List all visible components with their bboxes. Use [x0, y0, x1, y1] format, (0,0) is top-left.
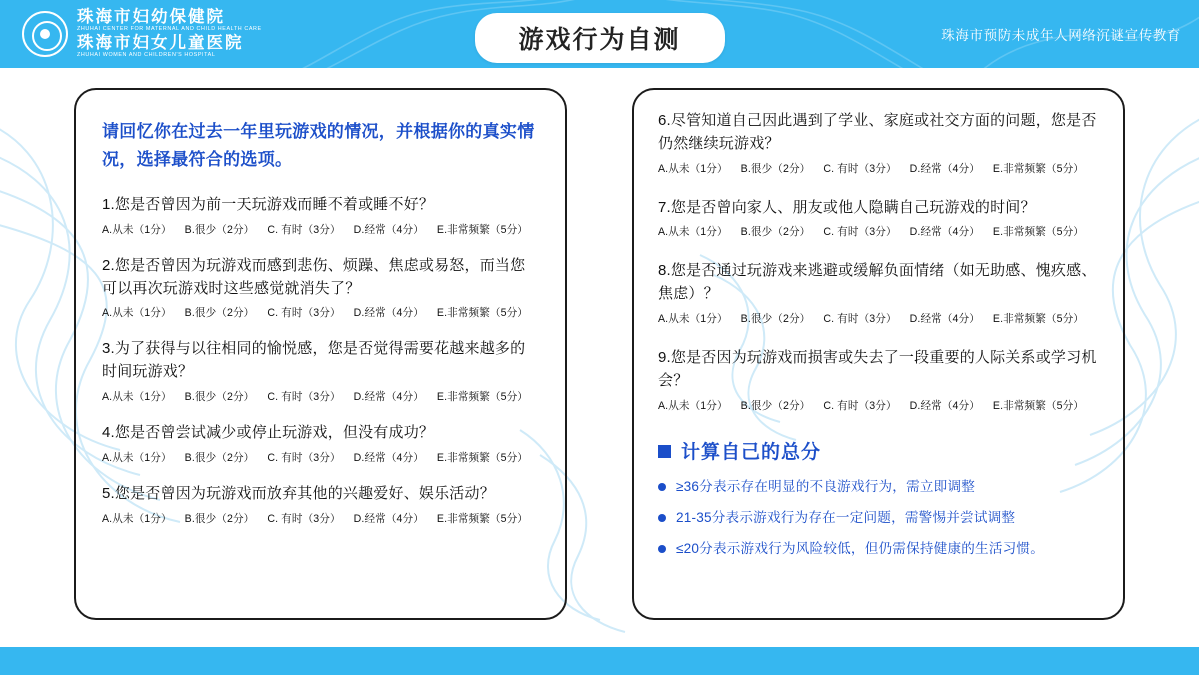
option-d[interactable]: D.经常（4分）: [353, 307, 424, 320]
hospital-logo: [22, 8, 262, 60]
question-options: [102, 305, 539, 320]
right-question-panel: [632, 88, 1125, 620]
option-e[interactable]: E.非常频繁（5分）: [436, 223, 528, 236]
hospital-name-cn-2: 珠海市妇女儿童医院: [77, 34, 244, 52]
question-text: 5.您是否曾因为玩游戏而放弃其他的兴趣爱好、娱乐活动？: [102, 484, 495, 502]
option-d[interactable]: D.经常（4分）: [909, 399, 980, 412]
option-b[interactable]: B.很少（2分）: [740, 312, 811, 325]
option-a[interactable]: A.从未（1分）: [102, 512, 172, 525]
option-d[interactable]: D.经常（4分）: [909, 162, 980, 175]
option-d[interactable]: D.经常（4分）: [353, 451, 424, 464]
option-d[interactable]: D.经常（4分）: [909, 226, 980, 239]
score-item-text: ≤20分表示游戏行为风险较低，但仍需保持健康的生活习惯。: [676, 540, 1045, 556]
question-options: [102, 389, 539, 404]
question-item: [658, 197, 1099, 240]
question-options: [658, 311, 1099, 326]
hospital-name-en-1: ZHUHAI CENTER FOR MATERNAL AND CHILD HEALTH CARE: [77, 26, 262, 33]
question-item: [102, 255, 539, 321]
question-item: [658, 110, 1099, 176]
question-options: [658, 398, 1099, 413]
option-a[interactable]: A.从未（1分）: [102, 307, 172, 320]
content-area: [0, 88, 1199, 628]
hospital-logo-icon: [22, 11, 68, 57]
option-c[interactable]: C. 有时（3分）: [823, 226, 897, 239]
score-item-text: ≥36分表示存在明显的不良游戏行为，需立即调整: [676, 478, 976, 494]
option-b[interactable]: B.很少（2分）: [184, 223, 255, 236]
option-e[interactable]: E.非常频繁（5分）: [992, 399, 1084, 412]
page-footer: [0, 647, 1199, 675]
question-text: 7.您是否曾向家人、朋友或他人隐瞒自己玩游戏的时间？: [658, 198, 1036, 216]
option-c[interactable]: C. 有时（3分）: [823, 162, 897, 175]
question-options: [658, 161, 1099, 176]
option-c[interactable]: C. 有时（3分）: [823, 399, 897, 412]
page-title: 游戏行为自测: [474, 13, 724, 63]
header-campaign-text: 珠海市预防未成年人网络沉谜宣传教育: [941, 28, 1181, 43]
option-e[interactable]: E.非常频繁（5分）: [992, 162, 1084, 175]
option-c[interactable]: C. 有时（3分）: [267, 512, 341, 525]
question-options: [102, 222, 539, 237]
option-b[interactable]: B.很少（2分）: [184, 307, 255, 320]
option-e[interactable]: E.非常频繁（5分）: [436, 391, 528, 404]
option-b[interactable]: B.很少（2分）: [740, 399, 811, 412]
question-item: [102, 422, 539, 465]
option-e[interactable]: E.非常频繁（5分）: [436, 307, 528, 320]
page-header: [0, 0, 1199, 68]
option-d[interactable]: D.经常（4分）: [909, 312, 980, 325]
option-c[interactable]: C. 有时（3分）: [823, 312, 897, 325]
option-b[interactable]: B.很少（2分）: [184, 391, 255, 404]
option-a[interactable]: A.从未（1分）: [102, 451, 172, 464]
option-c[interactable]: C. 有时（3分）: [267, 223, 341, 236]
hospital-name-cn-1: 珠海市妇幼保健院: [77, 8, 225, 27]
option-a[interactable]: A.从未（1分）: [658, 226, 728, 239]
option-a[interactable]: A.从未（1分）: [658, 399, 728, 412]
score-item-text: 21-35分表示游戏行为存在一定问题，需警惕并尝试调整: [676, 509, 1016, 525]
option-b[interactable]: B.很少（2分）: [740, 162, 811, 175]
question-text: 2.您是否曾因为玩游戏而感到悲伤、烦躁、焦虑或易怒，而当您可以再次玩游戏时这些感觉就消失了？: [102, 256, 526, 297]
question-item: [102, 483, 539, 526]
question-item: [658, 260, 1099, 326]
hospital-logo-text: [77, 9, 262, 59]
instruction-text: 请回忆你在过去一年里玩游戏的情况，并根据你的真实情况，选择最符合的选项。: [102, 122, 535, 169]
question-options: [102, 511, 539, 526]
left-question-panel: [74, 88, 567, 620]
option-b[interactable]: B.很少（2分）: [184, 512, 255, 525]
question-text: 8.您是否通过玩游戏来逃避或缓解负面情绪（如无助感、愧疚感、焦虑）？: [658, 262, 1097, 303]
option-a[interactable]: A.从未（1分）: [102, 223, 172, 236]
option-c[interactable]: C. 有时（3分）: [267, 451, 341, 464]
option-a[interactable]: A.从未（1分）: [658, 162, 728, 175]
option-d[interactable]: D.经常（4分）: [353, 391, 424, 404]
question-item: [102, 194, 539, 237]
square-bullet-icon: [658, 445, 671, 458]
dot-bullet-icon: [658, 545, 666, 553]
question-text: 6.尽管知道自己因此遇到了学业、家庭或社交方面的问题，您是否仍然继续玩游戏？: [658, 112, 1097, 152]
option-e[interactable]: E.非常频繁（5分）: [992, 312, 1084, 325]
option-a[interactable]: A.从未（1分）: [658, 312, 728, 325]
question-text: 1.您是否曾因为前一天玩游戏而睡不着或睡不好？: [102, 196, 435, 214]
option-d[interactable]: D.经常（4分）: [353, 223, 424, 236]
score-list-item: [658, 508, 1099, 527]
score-list-item: [658, 539, 1099, 558]
score-section-title: 计算自己的总分: [681, 441, 822, 463]
dot-bullet-icon: [658, 483, 666, 491]
question-options: [658, 224, 1099, 239]
question-text: 9.您是否因为玩游戏而损害或失去了一段重要的人际关系或学习机会？: [658, 348, 1097, 389]
question-text: 4.您是否曾尝试减少或停止玩游戏，但没有成功？: [102, 424, 435, 442]
dot-bullet-icon: [658, 514, 666, 522]
option-d[interactable]: D.经常（4分）: [353, 512, 424, 525]
score-section-header: [658, 437, 1099, 464]
option-e[interactable]: E.非常频繁（5分）: [436, 451, 528, 464]
option-a[interactable]: A.从未（1分）: [102, 391, 172, 404]
hospital-name-en-2: ZHUHAI WOMEN AND CHILDREN'S HOSPITAL: [77, 52, 216, 59]
question-item: [658, 347, 1099, 413]
score-list-item: [658, 477, 1099, 496]
option-c[interactable]: C. 有时（3分）: [267, 307, 341, 320]
option-e[interactable]: E.非常频繁（5分）: [992, 226, 1084, 239]
option-e[interactable]: E.非常频繁（5分）: [436, 512, 528, 525]
question-options: [102, 450, 539, 465]
question-text: 3.为了获得与以往相同的愉悦感，您是否觉得需要花越来越多的时间玩游戏？: [102, 340, 526, 381]
option-b[interactable]: B.很少（2分）: [740, 226, 811, 239]
question-item: [102, 338, 539, 404]
option-c[interactable]: C. 有时（3分）: [267, 391, 341, 404]
option-b[interactable]: B.很少（2分）: [184, 451, 255, 464]
